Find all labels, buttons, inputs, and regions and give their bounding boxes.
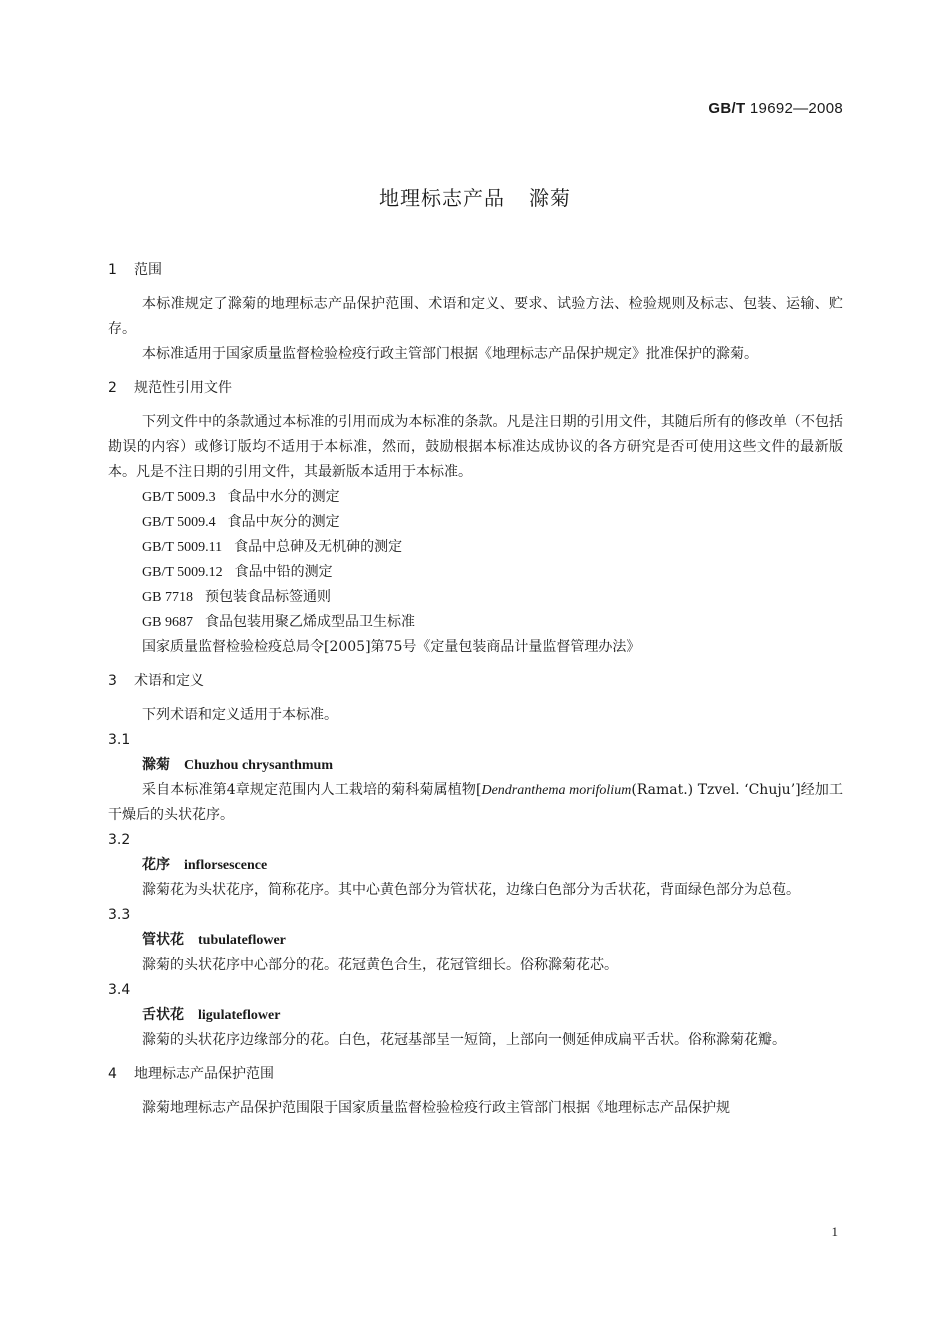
reference-item: GB 9687 食品包装用聚乙烯成型品卫生标准: [142, 614, 415, 630]
standard-code-number: 19692—2008: [749, 100, 843, 117]
reference-decree: 国家质量监督检验检疫总局令[2005]第75号《定量包装商品计量监督管理办法》: [142, 639, 641, 655]
term-heading: 舌状花 ligulateflower: [142, 1007, 281, 1023]
section-title: 术语和定义: [134, 673, 204, 689]
section-1-paragraph-2: 本标准适用于国家质量监督检验检疫行政主管部门根据《地理标志产品保护规定》批准保护的滁菊。: [142, 346, 758, 362]
section-title: 规范性引用文件: [134, 380, 232, 396]
term-heading: 滁菊 Chuzhou chrysanthmum: [142, 757, 333, 773]
term-definition: 滁菊的头状花序边缘部分的花。白色，花冠基部呈一短筒，上部向一侧延伸成扁平舌状。俗称滁菊花瓣。: [142, 1032, 786, 1048]
section-1-heading: [108, 258, 843, 283]
section-number: 4: [108, 1066, 117, 1082]
reference-item: GB 7718 预包装食品标签通则: [142, 589, 331, 605]
title-part1: 地理标志产品: [379, 186, 505, 210]
title-part2: 滁菊: [529, 186, 571, 210]
section-1-paragraph-1: 本标准规定了滁菊的地理标志产品保护范围、术语和定义、要求、试验方法、检验规则及标志、包装、运输、贮存。: [108, 296, 843, 337]
term-heading: 花序 inflorsescence: [142, 857, 268, 873]
page-number: 1: [831, 1224, 838, 1239]
term-definition: 滁菊花为头状花序，简称花序。其中心黄色部分为管状花，边缘白色部分为舌状花，背面绿色部分为总苞。: [142, 882, 800, 898]
term-heading: 管状花 tubulateflower: [142, 932, 286, 948]
standard-code: [708, 100, 843, 117]
section-4-heading: [108, 1062, 843, 1087]
section-number: 3: [108, 673, 117, 689]
term-number: 3.2: [108, 832, 131, 848]
section-title: 地理标志产品保护范围: [134, 1066, 274, 1082]
term-number: 3.4: [108, 982, 131, 998]
section-number: 2: [108, 380, 117, 396]
section-3-heading: [108, 669, 843, 694]
document-body: [108, 258, 843, 1121]
section-2-paragraph-1: 下列文件中的条款通过本标准的引用而成为本标准的条款。凡是注日期的引用文件，其随后所有的修改单（不包括勘误的内容）或修订版均不适用于本标准，然而，鼓励根据本标准达成协议的各方研究是否可使用这些文件的最新版本。凡是不注日期的引用文件，其最新版本适用于本标准。: [108, 414, 843, 480]
section-2-heading: [108, 376, 843, 401]
term-definition: 采自本标准第4章规定范围内人工栽培的菊科菊属植物[Dendranthema morifolium(Ramat.) Tzvel. ‘Chuju’]经加工干燥后的头状花序。: [108, 782, 843, 823]
term-definition: 滁菊的头状花序中心部分的花。花冠黄色合生，花冠管细长。俗称滁菊花芯。: [142, 957, 618, 973]
term-number: 3.3: [108, 907, 131, 923]
reference-item: GB/T 5009.11 食品中总砷及无机砷的测定: [142, 539, 403, 555]
reference-item: GB/T 5009.3 食品中水分的测定: [142, 489, 340, 505]
section-title: 范围: [134, 262, 162, 278]
section-3-intro: 下列术语和定义适用于本标准。: [142, 707, 338, 723]
document-title: [0, 182, 950, 211]
standard-code-prefix: GB/T: [708, 100, 746, 117]
latin-name: Dendranthema morifolium: [481, 783, 632, 798]
reference-item: GB/T 5009.12 食品中铅的测定: [142, 564, 333, 580]
section-4-paragraph-1: 滁菊地理标志产品保护范围限于国家质量监督检验检疫行政主管部门根据《地理标志产品保护规: [142, 1100, 730, 1116]
section-number: 1: [108, 262, 117, 278]
term-number: 3.1: [108, 732, 131, 748]
reference-item: GB/T 5009.4 食品中灰分的测定: [142, 514, 340, 530]
